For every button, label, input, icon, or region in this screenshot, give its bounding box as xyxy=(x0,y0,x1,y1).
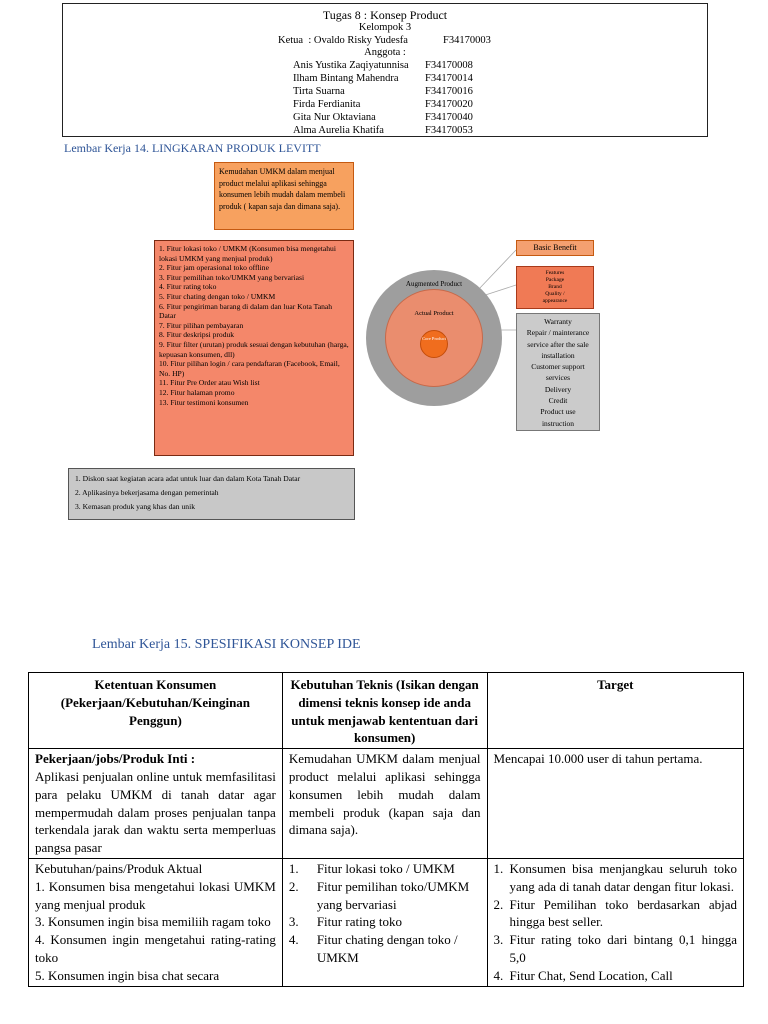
list-item xyxy=(289,878,481,914)
legend-augmented-item: Repair / mainterance xyxy=(526,328,590,338)
row-heading: Kebutuhan/pains/Produk Aktual xyxy=(35,860,203,876)
actual-product-label: Actual Product xyxy=(414,310,454,317)
legend-augmented-item: Customer support xyxy=(531,362,585,372)
list-number: 1. xyxy=(288,860,299,876)
cell-text: 1. Konsumen bisa mengetahui lokasi UMKM yang menjual produk xyxy=(35,878,276,912)
member-id: F34170053 xyxy=(425,125,473,136)
list-number: 4. xyxy=(288,932,299,948)
feature-item: 4. Fitur rating toko xyxy=(159,282,217,292)
legend-actual-item: appearance xyxy=(542,298,568,304)
feature-item: 3. Fitur pemilihan toko/UMKM yang bervariasi xyxy=(159,272,305,282)
list-item xyxy=(289,913,481,931)
list-item xyxy=(494,931,737,967)
list-text: Fitur rating toko xyxy=(316,914,403,930)
list-number: 3. xyxy=(493,932,504,948)
feature-item: 8. Fitur deskripsi produk xyxy=(159,330,235,340)
legend-actual-item: Features xyxy=(545,270,565,276)
list-item xyxy=(494,896,737,932)
cell-text: 4. Konsumen ingin mengetahui rating-rating toko xyxy=(35,932,276,965)
list-number: 2. xyxy=(288,878,299,894)
legend-augmented-item: Credit xyxy=(548,396,568,406)
feature-item: 10. Fitur pilihan login / cara pendaftaran (Facebook, Email, No. HP) xyxy=(159,359,340,378)
feature-item: 1. Fitur lokasi toko / UMKM (Konsumen bisa mengetahui lokasi UMKM yang menjual produk) xyxy=(159,244,336,263)
augmented-product-label: Augmented Product xyxy=(405,280,463,288)
members-label: Anggota : xyxy=(364,47,406,58)
legend-actual-item: Quality / xyxy=(545,291,565,297)
legend-actual-item: Brand xyxy=(548,284,562,290)
legend-actual-product xyxy=(516,266,594,309)
column-header-technical: Kebutuhan Teknis (Isikan dengan dimensi teknis konsep ide anda untuk menjawab kententuan dari konsumen) xyxy=(282,673,487,749)
list-text: Fitur lokasi toko / UMKM xyxy=(316,860,455,876)
table-cell xyxy=(29,858,283,986)
feature-item: 6. Fitur pengiriman barang di dalam dan luar Kota Tanah Datar xyxy=(159,301,333,321)
legend-basic-benefit: Basic Benefit xyxy=(516,240,594,256)
assignment-title: Tugas 8 : Konsep Product xyxy=(322,8,448,22)
list-text: Konsumen bisa menjangkau seluruh toko yang ada di tanah datar dengan fitur lokasi. xyxy=(509,860,737,894)
member-name: Firda Ferdianita xyxy=(293,99,361,110)
member-name: Anis Yustika Zaqiyatunnisa xyxy=(293,60,409,71)
legend-augmented-item: installation xyxy=(541,350,575,360)
technical-list xyxy=(289,860,481,967)
list-item xyxy=(494,967,737,985)
feature-item: 11. Fitur Pre Order atau Wish list xyxy=(159,378,260,388)
worksheet-15-title: Lembar Kerja 15. SPESIFIKASI KONSEP IDE xyxy=(92,637,361,652)
list-item xyxy=(494,860,737,896)
table-cell xyxy=(29,749,283,859)
concept-spec-table xyxy=(28,672,744,987)
augmented-item: 1. Diskon saat kegiatan acara adat untuk luar dan dalam Kota Tanah Datar xyxy=(75,474,301,483)
legend-augmented-item: Product use xyxy=(540,407,576,417)
member-id: F34170008 xyxy=(425,60,473,71)
legend-augmented-product xyxy=(516,313,600,431)
list-number: 4. xyxy=(493,967,504,983)
list-item xyxy=(289,931,481,967)
list-number: 3. xyxy=(288,914,299,930)
member-name: Gita Nur Oktaviana xyxy=(293,112,376,123)
legend-actual-item: Package xyxy=(545,277,565,283)
feature-item: 7. Fitur pilihan pembayaran xyxy=(159,320,244,330)
table-header-row xyxy=(29,673,744,749)
legend-augmented-item: Warranty xyxy=(544,317,572,326)
member-name: Alma Aurelia Khatifa xyxy=(293,125,384,136)
list-item xyxy=(289,860,481,878)
group-name: Kelompok 3 xyxy=(358,22,412,33)
cell-text: Aplikasi penjualan online untuk memfasilitasi para pelaku UMKM di tanah datar agar mempermudah dalam proses penjualan tanpa terkendala jarak dan waktu serta memperluas pangsa pasar xyxy=(35,768,276,856)
list-text: Fitur pemilihan toko/UMKM yang bervariasi xyxy=(316,878,470,912)
worksheet-14-title: Lembar Kerja 14. LINGKARAN PRODUK LEVITT xyxy=(64,141,321,155)
connector-line xyxy=(478,250,516,290)
member-id: F34170040 xyxy=(425,112,473,123)
member-name: Ilham Bintang Mahendra xyxy=(293,73,399,84)
cell-text: 3. Konsumen ingin bisa memiliih ragam toko xyxy=(35,914,271,930)
core-product-box: Kemudahan UMKM dalam menjual product melalui aplikasi sehingga konsumen lebih mudah dalam membeli produk ( kapan saja dan dimana saja). xyxy=(214,162,354,230)
column-header-target: Target xyxy=(487,673,743,749)
core-circle xyxy=(420,330,448,358)
target-list xyxy=(494,860,737,985)
table-cell xyxy=(282,858,487,986)
list-text: Fitur rating toko dari bintang 0,1 hingga 5,0 xyxy=(509,932,737,965)
member-id: F34170016 xyxy=(425,86,473,97)
legend-augmented-item: Delivery xyxy=(544,384,572,394)
feature-item: 9. Fitur filter (urutan) produk sesuai dengan kebutuhan (harga, kepuasan konsumen, dll) xyxy=(159,339,349,359)
table-row xyxy=(29,858,744,986)
feature-item: 2. Fitur jam operasional toko offline xyxy=(159,263,269,273)
leader-id: F34170003 xyxy=(443,35,491,46)
legend-augmented-item: services xyxy=(545,373,571,383)
augmented-item: 2. Aplikasinya bekerjasama dengan pemerintah xyxy=(75,488,219,497)
legend-augmented-item: instruction xyxy=(541,418,575,428)
list-text: Fitur chating dengan toko / UMKM xyxy=(316,932,458,965)
table-cell: Mencapai 10.000 user di tahun pertama. xyxy=(487,749,743,859)
table-cell xyxy=(487,858,743,986)
feature-item: 5. Fitur chating dengan toko / UMKM xyxy=(159,291,276,301)
cell-text: 5. Konsumen ingin bisa chat secara xyxy=(35,967,220,983)
row-heading: Pekerjaan/jobs/Produk Inti : xyxy=(35,751,196,767)
member-name: Tirta Suarna xyxy=(293,86,345,97)
core-product-label: Core Product xyxy=(422,336,446,341)
legend-augmented-item: service after the sale xyxy=(527,339,589,349)
table-row xyxy=(29,749,744,859)
member-id: F34170014 xyxy=(425,73,473,84)
list-text: Fitur Chat, Send Location, Call xyxy=(509,967,673,983)
table-cell: Kemudahan UMKM dalam menjual product melalui aplikasi sehingga konsumen lebih mudah dalam membeli produk (kapan saja dan dimana saja). xyxy=(282,749,487,859)
leader-name: Ketua : Ovaldo Risky Yudesfa xyxy=(278,35,408,46)
column-header-consumer: Ketentuan Konsumen (Pekerjaan/Kebutuhan/Keinginan Penggun) xyxy=(29,673,283,749)
feature-item: 13. Fitur testimoni konsumen xyxy=(159,397,249,407)
member-id: F34170020 xyxy=(425,99,473,110)
augmented-item: 3. Kemasan produk yang khas dan unik xyxy=(75,502,195,511)
list-text: Fitur Pemilihan toko berdasarkan abjad hingga best seller. xyxy=(509,896,737,930)
list-number: 2. xyxy=(493,896,504,912)
list-number: 1. xyxy=(493,860,504,876)
feature-item: 12. Fitur halaman promo xyxy=(159,387,235,397)
